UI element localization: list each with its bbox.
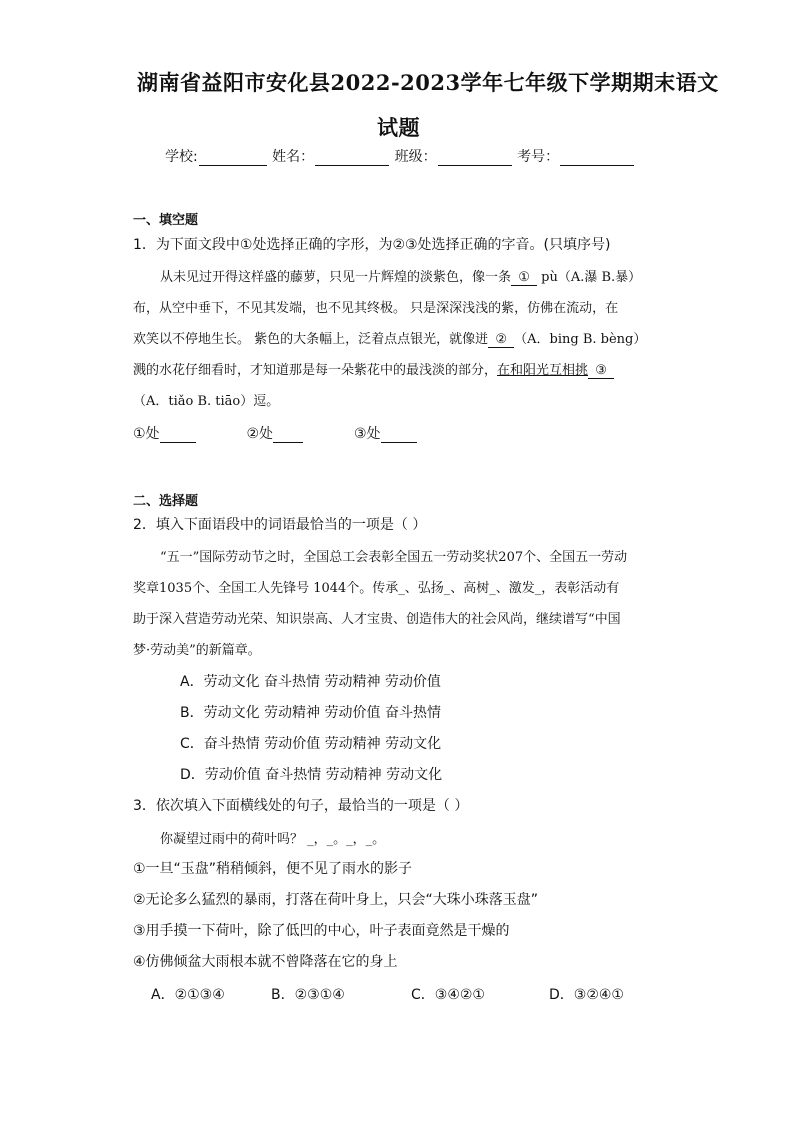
q2-passage-line2: 奖章1035个、全国工人先锋号 1044个。传承_、弘扬_、高树_、激发_，表彰活动有 xyxy=(133,581,620,596)
q3-choice-d[interactable]: D．③②④① xyxy=(549,987,624,1003)
answer-label-2: ②处 xyxy=(246,426,274,442)
section-heading-choice: 二、选择题 xyxy=(133,494,199,509)
q2-passage-line3: 助于深入营造劳动光荣、知识崇高、人才宝贵、创造伟大的社会风尚，继续谱写“中国 xyxy=(133,612,621,627)
school-label: 学校: xyxy=(165,149,198,165)
q3-item-2: ②无论多么猛烈的暴雨，打落在荷叶身上，只会“大珠小珠落玉盘” xyxy=(133,892,539,908)
name-label: 姓名： xyxy=(272,149,315,165)
class-label: 班级： xyxy=(394,149,437,165)
q2-option-b[interactable]: B．劳动文化 劳动精神 劳动价值 奋斗热情 xyxy=(180,705,441,721)
q3-choice-a[interactable]: A．②①③④ xyxy=(151,987,225,1003)
section-heading-fill-blank: 一、填空题 xyxy=(133,213,199,228)
answer-label-3: ③处 xyxy=(353,426,381,442)
name-blank[interactable] xyxy=(315,151,389,166)
q2-passage-line1: “五一”国际劳动节之时，全国总工会表彰全国五一劳动奖状207个、全国五一劳动 xyxy=(160,550,628,565)
answer-blank-2[interactable] xyxy=(273,426,303,443)
student-info-line xyxy=(165,146,635,166)
q2-passage-line4: 梦·劳动美”的新篇章。 xyxy=(133,643,261,658)
blank-2[interactable]: ② xyxy=(488,332,514,348)
answer-label-1: ①处 xyxy=(133,426,160,442)
q3-item-3: ③用手摸一下荷叶，除了低凹的中心，叶子表面竟然是干燥的 xyxy=(133,923,510,939)
blank-3[interactable]: ③ xyxy=(588,363,614,379)
q3-item-4: ④仿佛倾盆大雨根本就不曾降落在它的身上 xyxy=(133,954,398,970)
q1-passage-line2: 布，从空中垂下，不见其发端，也不见其终极。 只是深深浅浅的紫，仿佛在流动，在 xyxy=(133,301,619,316)
school-blank[interactable] xyxy=(199,151,267,166)
answer-blank-1[interactable] xyxy=(160,426,196,443)
underlined-phrase: 在和阳光互相挑 xyxy=(497,363,589,378)
page-title-line2: 试题 xyxy=(377,115,420,140)
page-title-line1: 湖南省益阳市安化县2022-2023学年七年级下学期期末语文 xyxy=(137,70,719,95)
q1-answer-row xyxy=(133,423,417,443)
exam-no-label: 考号： xyxy=(517,149,560,165)
q2-option-a[interactable]: A．劳动文化 奋斗热情 劳动精神 劳动价值 xyxy=(180,674,441,690)
class-blank[interactable] xyxy=(438,151,512,166)
q1-passage-line5: （A．tiǎo B. tiāo）逗。 xyxy=(133,394,280,409)
q2-stem: 2．填入下面语段中的词语最恰当的一项是（ ） xyxy=(133,517,427,533)
q3-prompt: 你凝望过雨中的荷叶吗？ _，_。_，_。 xyxy=(160,832,386,847)
q3-choice-c[interactable]: C．③④②① xyxy=(411,987,485,1003)
blank-1[interactable]: ① xyxy=(511,270,537,286)
q2-option-d[interactable]: D．劳动价值 奋斗热情 劳动精神 劳动文化 xyxy=(180,767,443,783)
q1-passage-line4: 溅的水花仔细看时，才知道那是每一朵紫花中的最浅淡的部分，在和阳光互相挑 ③ xyxy=(133,359,614,379)
q2-option-c[interactable]: C．奋斗热情 劳动价值 劳动精神 劳动文化 xyxy=(180,736,442,752)
q3-choice-b[interactable]: B．②③①④ xyxy=(271,987,345,1003)
q1-passage-line1: 从未见过开得这样盛的藤萝，只见一片辉煌的淡紫色，像一条 ① pù（A.瀑 B.暴） xyxy=(160,270,642,285)
q1-stem: 1．为下面文段中①处选择正确的字形，为②③处选择正确的字音。(只填序号) xyxy=(133,237,611,253)
exam-no-blank[interactable] xyxy=(560,151,634,166)
q3-stem: 3．依次填入下面横线处的句子，最恰当的一项是（ ） xyxy=(133,798,469,814)
q3-item-1: ①一旦“玉盘”稍稍倾斜，便不见了雨水的影子 xyxy=(133,861,413,877)
q1-passage-line3: 欢笑以不停地生长。 紫色的大条幅上，泛着点点银光，就像迸 ② （A．bing B. bèng） xyxy=(133,332,647,347)
answer-blank-3[interactable] xyxy=(381,426,417,443)
